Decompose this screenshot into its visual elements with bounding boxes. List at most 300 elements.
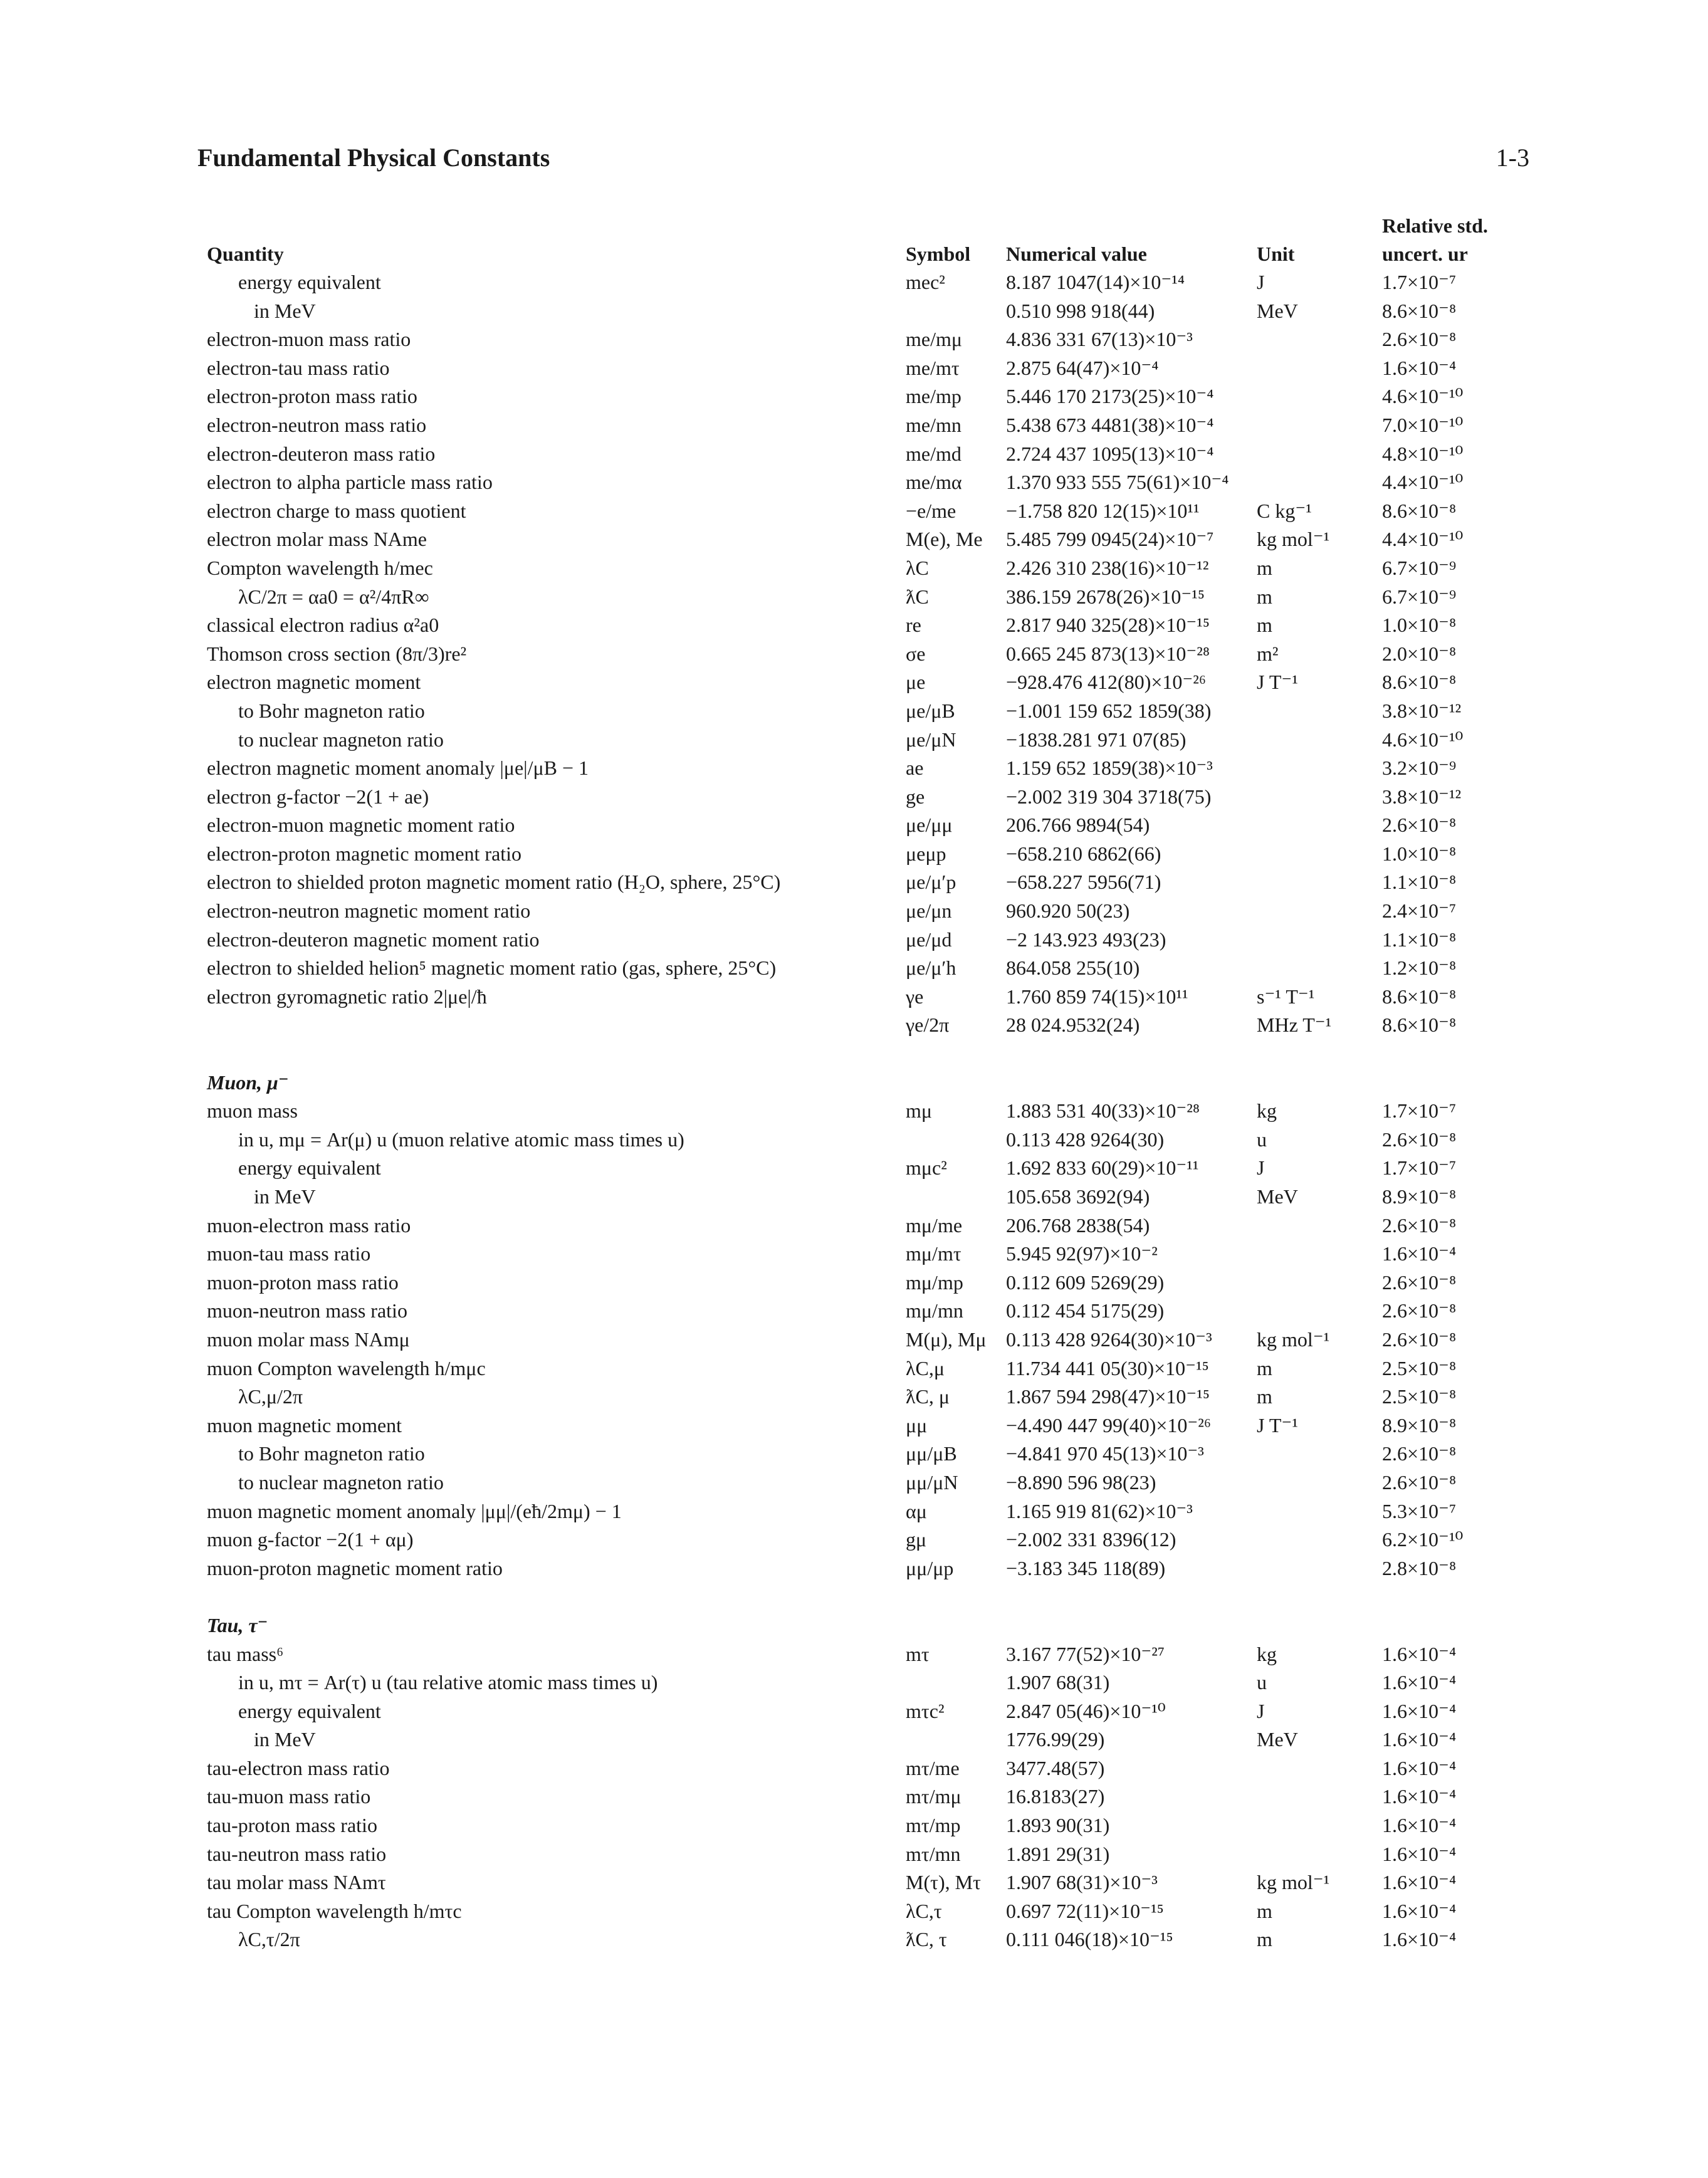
symbol-cell: mμ/me	[906, 1213, 963, 1237]
uncert-cell: 4.6×10⁻¹⁰	[1382, 385, 1464, 408]
uncert-cell: 2.6×10⁻⁸	[1382, 1299, 1457, 1322]
uncert-cell: 1.6×10⁻⁴	[1382, 1785, 1457, 1808]
uncert-cell: 1.6×10⁻⁴	[1382, 1756, 1457, 1779]
value-cell: 2.817 940 325(28)×10⁻¹⁵	[1006, 614, 1210, 637]
symbol-cell: μe/μ′p	[906, 871, 956, 894]
uncert-cell: 8.6×10⁻⁸	[1382, 299, 1457, 322]
unit-cell: MeV	[1257, 1728, 1298, 1751]
symbol-cell: ƛC	[906, 585, 929, 608]
value-cell: −1.001 159 652 1859(38)	[1006, 699, 1212, 722]
value-cell: 1.907 68(31)×10⁻³	[1006, 1871, 1158, 1894]
value-cell: 1.370 933 555 75(61)×10⁻⁴	[1006, 471, 1229, 494]
quantity-cell: muon magnetic moment	[207, 1413, 402, 1437]
value-cell: 1776.99(29)	[1006, 1728, 1105, 1751]
uncert-cell: 2.6×10⁻⁸	[1382, 1442, 1457, 1465]
quantity-cell: muon-neutron mass ratio	[207, 1299, 407, 1322]
quantity-cell: tau-proton mass ratio	[207, 1814, 377, 1837]
uncert-cell: 8.9×10⁻⁸	[1382, 1185, 1457, 1208]
value-cell: 16.8183(27)	[1006, 1785, 1105, 1808]
unit-cell: m	[1257, 1928, 1272, 1951]
table-row	[0, 1040, 1708, 1069]
value-cell: −1.758 820 12(15)×10¹¹	[1006, 499, 1200, 522]
symbol-cell: me/mp	[906, 385, 961, 408]
value-cell: 0.112 609 5269(29)	[1006, 1270, 1165, 1294]
table-row	[0, 1783, 1708, 1811]
quantity-cell: λC,τ/2π	[238, 1928, 300, 1951]
quantity-cell: in u, mμ = Ar(μ) u (muon relative atomic mass times u)	[238, 1128, 684, 1151]
value-cell: 1.165 919 81(62)×10⁻³	[1006, 1499, 1193, 1522]
unit-cell: J	[1257, 1699, 1265, 1722]
symbol-cell: M(τ), Mτ	[906, 1871, 981, 1894]
quantity-cell: electron-muon mass ratio	[207, 328, 411, 351]
value-cell: 5.485 799 0945(24)×10⁻⁷	[1006, 528, 1214, 551]
unit-cell: J T⁻¹	[1257, 671, 1298, 694]
table-row	[0, 1754, 1708, 1783]
value-cell: 960.920 50(23)	[1006, 899, 1130, 923]
table-row	[0, 468, 1708, 497]
unit-cell: MeV	[1257, 1185, 1298, 1208]
quantity-cell: electron magnetic moment anomaly |μe|/μB − 1	[207, 757, 589, 780]
quantity-cell: in u, mτ = Ar(τ) u (tau relative atomic mass times u)	[238, 1671, 658, 1694]
symbol-cell: γe	[906, 985, 924, 1008]
quantity-cell: electron to shielded helion⁵ magnetic moment ratio (gas, sphere, 25°C)	[207, 956, 777, 980]
uncert-cell: 3.8×10⁻¹²	[1382, 699, 1462, 722]
table-row	[0, 1326, 1708, 1354]
uncert-cell: 2.6×10⁻⁸	[1382, 1327, 1457, 1351]
table-row	[0, 811, 1708, 840]
table-row	[0, 1269, 1708, 1297]
uncert-cell: 8.6×10⁻⁸	[1382, 1013, 1457, 1037]
header-quantity: Quantity	[207, 243, 284, 265]
unit-cell: m	[1257, 1899, 1272, 1922]
table-row	[0, 1297, 1708, 1326]
table-row	[0, 640, 1708, 669]
quantity-cell: muon Compton wavelength h/mμc	[207, 1356, 486, 1380]
quantity-cell: λC/2π = αa0 = α²/4πR∞	[238, 585, 429, 608]
table-row	[0, 1154, 1708, 1183]
quantity-cell: in MeV	[254, 299, 316, 322]
table-row	[0, 611, 1708, 640]
symbol-cell: mμ/mp	[906, 1270, 963, 1294]
unit-cell: m	[1257, 1385, 1272, 1408]
symbol-cell: gμ	[906, 1528, 927, 1551]
uncert-cell: 2.6×10⁻⁸	[1382, 328, 1457, 351]
quantity-cell: tau molar mass NAmτ	[207, 1871, 386, 1894]
table-row	[0, 1411, 1708, 1440]
quantity-cell: Tau, τ⁻	[207, 1613, 268, 1636]
symbol-cell: ƛC, τ	[906, 1928, 947, 1951]
uncert-cell: 1.1×10⁻⁸	[1382, 871, 1457, 894]
value-cell: 864.058 255(10)	[1006, 956, 1140, 980]
symbol-cell: μe/μμ	[906, 814, 953, 837]
table-row	[0, 297, 1708, 326]
symbol-cell: me/mn	[906, 413, 961, 436]
quantity-cell: electron molar mass NAme	[207, 528, 427, 551]
symbol-cell: −e/me	[906, 499, 956, 522]
symbol-cell: re	[906, 614, 921, 637]
unit-cell: m	[1257, 556, 1272, 579]
uncert-cell: 1.6×10⁻⁴	[1382, 1671, 1457, 1694]
value-cell: 1.760 859 74(15)×10¹¹	[1006, 985, 1188, 1008]
quantity-cell: electron-proton magnetic moment ratio	[207, 842, 522, 865]
symbol-cell: μe/μn	[906, 899, 952, 923]
uncert-cell: 2.6×10⁻⁸	[1382, 1470, 1457, 1494]
uncert-cell: 1.6×10⁻⁴	[1382, 1699, 1457, 1722]
symbol-cell: σe	[906, 642, 926, 665]
uncert-cell: 2.0×10⁻⁸	[1382, 642, 1457, 665]
table-row	[0, 1497, 1708, 1526]
symbol-cell: mτ/me	[906, 1756, 960, 1779]
value-cell: 0.111 046(18)×10⁻¹⁵	[1006, 1928, 1173, 1951]
value-cell: −3.183 345 118(89)	[1006, 1556, 1166, 1579]
unit-cell: MHz T⁻¹	[1257, 1013, 1332, 1037]
value-cell: −4.490 447 99(40)×10⁻²⁶	[1006, 1413, 1212, 1437]
symbol-cell: mμ/mn	[906, 1299, 963, 1322]
quantity-cell: Compton wavelength h/mec	[207, 556, 433, 579]
table-row	[0, 1212, 1708, 1240]
quantity-cell: muon-electron mass ratio	[207, 1213, 411, 1237]
header-uncert-line1: Relative std.	[1382, 214, 1488, 237]
uncert-cell: 2.6×10⁻⁸	[1382, 1128, 1457, 1151]
table-row	[0, 954, 1708, 983]
uncert-cell: 4.8×10⁻¹⁰	[1382, 442, 1464, 465]
quantity-cell: energy equivalent	[238, 1699, 381, 1722]
table-row	[0, 1868, 1708, 1897]
value-cell: 8.187 1047(14)×10⁻¹⁴	[1006, 271, 1185, 293]
uncert-cell: 2.4×10⁻⁷	[1382, 899, 1457, 923]
uncert-cell: 4.4×10⁻¹⁰	[1382, 528, 1464, 551]
quantity-cell: tau-neutron mass ratio	[207, 1842, 387, 1865]
value-cell: 0.510 998 918(44)	[1006, 299, 1155, 322]
symbol-cell: ƛC, μ	[906, 1385, 950, 1408]
symbol-cell: μe/μd	[906, 928, 952, 951]
symbol-cell: mτ	[906, 1642, 930, 1665]
symbol-cell: mτc²	[906, 1699, 945, 1722]
table-row	[0, 1897, 1708, 1926]
symbol-cell: ge	[906, 785, 925, 808]
table-row	[0, 926, 1708, 955]
quantity-cell: in MeV	[254, 1728, 316, 1751]
table-row	[0, 1183, 1708, 1212]
value-cell: −2.002 319 304 3718(75)	[1006, 785, 1212, 808]
uncert-cell: 1.6×10⁻⁴	[1382, 1728, 1457, 1751]
quantity-cell: electron-neutron mass ratio	[207, 413, 427, 436]
unit-cell: C kg⁻¹	[1257, 499, 1312, 522]
quantity-cell: energy equivalent	[238, 271, 381, 293]
value-cell: 2.875 64(47)×10⁻⁴	[1006, 356, 1159, 379]
unit-cell: m	[1257, 614, 1272, 637]
value-cell: −658.210 6862(66)	[1006, 842, 1161, 865]
uncert-cell: 8.6×10⁻⁸	[1382, 671, 1457, 694]
table-row	[0, 1126, 1708, 1154]
table-row	[0, 583, 1708, 612]
uncert-cell: 2.6×10⁻⁸	[1382, 1270, 1457, 1294]
table-row	[0, 897, 1708, 926]
value-cell: 3477.48(57)	[1006, 1756, 1105, 1779]
symbol-cell: μe/μB	[906, 699, 955, 722]
uncert-cell: 2.5×10⁻⁸	[1382, 1356, 1457, 1380]
table-row	[0, 554, 1708, 583]
value-cell: 1.159 652 1859(38)×10⁻³	[1006, 757, 1213, 780]
quantity-cell: muon-tau mass ratio	[207, 1242, 371, 1265]
symbol-cell: γe/2π	[906, 1013, 950, 1037]
quantity-cell: muon mass	[207, 1099, 298, 1123]
quantity-cell: Muon, μ⁻	[207, 1071, 289, 1094]
quantity-cell: electron gyromagnetic ratio 2|μe|/ħ	[207, 985, 487, 1008]
table-row	[0, 1440, 1708, 1469]
quantity-cell: tau Compton wavelength h/mτc	[207, 1899, 462, 1922]
section-heading	[0, 1069, 1708, 1097]
quantity-cell: electron to shielded proton magnetic moment ratio (H₂O, sphere, 25°C)	[207, 871, 781, 894]
value-cell: −928.476 412(80)×10⁻²⁶	[1006, 671, 1207, 694]
symbol-cell: mμ	[906, 1099, 933, 1123]
value-cell: 0.665 245 873(13)×10⁻²⁸	[1006, 642, 1210, 665]
unit-cell: m²	[1257, 642, 1279, 665]
table-row	[0, 411, 1708, 440]
uncert-cell: 2.6×10⁻⁸	[1382, 1213, 1457, 1237]
header-symbol: Symbol	[906, 243, 971, 265]
uncert-cell: 1.7×10⁻⁷	[1382, 1156, 1457, 1180]
table-row	[0, 1011, 1708, 1040]
uncert-cell: 1.6×10⁻⁴	[1382, 1642, 1457, 1665]
running-title: Fundamental Physical Constants	[197, 144, 550, 172]
table-row	[0, 668, 1708, 697]
value-cell: 11.734 441 05(30)×10⁻¹⁵	[1006, 1356, 1209, 1380]
value-cell: 206.768 2838(54)	[1006, 1213, 1150, 1237]
symbol-cell: μμ/μN	[906, 1470, 958, 1494]
symbol-cell: μe/μ′h	[906, 956, 956, 980]
table-row	[0, 726, 1708, 755]
table-row	[0, 1469, 1708, 1497]
symbol-cell: me/mμ	[906, 328, 963, 351]
value-cell: 1.692 833 60(29)×10⁻¹¹	[1006, 1156, 1199, 1180]
symbol-cell: mec²	[906, 271, 945, 293]
symbol-cell: M(e), Me	[906, 528, 983, 551]
symbol-cell: mμ/mτ	[906, 1242, 961, 1265]
uncert-cell: 1.6×10⁻⁴	[1382, 1871, 1457, 1894]
section-heading	[0, 1611, 1708, 1640]
quantity-cell: to Bohr magneton ratio	[238, 699, 425, 722]
quantity-cell: to nuclear magneton ratio	[238, 728, 444, 751]
value-cell: 1.891 29(31)	[1006, 1842, 1110, 1865]
table-row	[0, 1240, 1708, 1269]
table-row	[0, 1526, 1708, 1554]
uncert-cell: 1.0×10⁻⁸	[1382, 614, 1457, 637]
value-cell: 2.724 437 1095(13)×10⁻⁴	[1006, 442, 1214, 465]
table-row	[0, 354, 1708, 383]
quantity-cell: electron-deuteron mass ratio	[207, 442, 436, 465]
constants-table	[0, 268, 1708, 1954]
uncert-cell: 1.6×10⁻⁴	[1382, 1928, 1457, 1951]
quantity-cell: tau mass⁶	[207, 1642, 284, 1665]
uncert-cell: 1.7×10⁻⁷	[1382, 271, 1457, 293]
table-row	[0, 868, 1708, 897]
value-cell: 5.945 92(97)×10⁻²	[1006, 1242, 1158, 1265]
uncert-cell: 7.0×10⁻¹⁰	[1382, 413, 1464, 436]
uncert-cell: 2.5×10⁻⁸	[1382, 1385, 1457, 1408]
symbol-cell: mτ/mμ	[906, 1785, 961, 1808]
quantity-cell: muon-proton mass ratio	[207, 1270, 399, 1294]
unit-cell: kg mol⁻¹	[1257, 1871, 1330, 1894]
table-row	[0, 268, 1708, 297]
uncert-cell: 1.6×10⁻⁴	[1382, 1814, 1457, 1837]
quantity-cell: classical electron radius α²a0	[207, 614, 439, 637]
table-row	[0, 1811, 1708, 1840]
table-row	[0, 440, 1708, 469]
table-row	[0, 1925, 1708, 1954]
symbol-cell: mτ/mn	[906, 1842, 961, 1865]
value-cell: 1.907 68(31)	[1006, 1671, 1110, 1694]
uncert-cell: 8.9×10⁻⁸	[1382, 1413, 1457, 1437]
symbol-cell: mτ/mp	[906, 1814, 961, 1837]
quantity-cell: electron-neutron magnetic moment ratio	[207, 899, 531, 923]
uncert-cell: 1.6×10⁻⁴	[1382, 1242, 1457, 1265]
table-row	[0, 840, 1708, 869]
quantity-cell: Thomson cross section (8π/3)re²	[207, 642, 467, 665]
value-cell: −4.841 970 45(13)×10⁻³	[1006, 1442, 1204, 1465]
unit-cell: s⁻¹ T⁻¹	[1257, 985, 1315, 1008]
symbol-cell: λC,μ	[906, 1356, 945, 1380]
unit-cell: m	[1257, 585, 1272, 608]
value-cell: 386.159 2678(26)×10⁻¹⁵	[1006, 585, 1205, 608]
table-row	[0, 1383, 1708, 1411]
symbol-cell: μμ/μp	[906, 1556, 954, 1579]
quantity-cell: electron g-factor −2(1 + ae)	[207, 785, 429, 808]
quantity-cell: electron-muon magnetic moment ratio	[207, 814, 515, 837]
value-cell: −658.227 5956(71)	[1006, 871, 1161, 894]
uncert-cell: 1.6×10⁻⁴	[1382, 1899, 1457, 1922]
value-cell: 4.836 331 67(13)×10⁻³	[1006, 328, 1193, 351]
quantity-cell: electron to alpha particle mass ratio	[207, 471, 493, 494]
symbol-cell: μe	[906, 671, 926, 694]
table-row	[0, 1583, 1708, 1611]
symbol-cell: me/mα	[906, 471, 962, 494]
uncert-cell: 1.6×10⁻⁴	[1382, 356, 1457, 379]
symbol-cell: λC	[906, 556, 929, 579]
uncert-cell: 1.2×10⁻⁸	[1382, 956, 1457, 980]
table-row	[0, 1668, 1708, 1697]
uncert-cell: 6.2×10⁻¹⁰	[1382, 1528, 1464, 1551]
uncert-cell: 2.8×10⁻⁸	[1382, 1556, 1457, 1579]
table-row	[0, 1697, 1708, 1726]
quantity-cell: electron-tau mass ratio	[207, 356, 390, 379]
unit-cell: u	[1257, 1128, 1267, 1151]
uncert-cell: 2.6×10⁻⁸	[1382, 814, 1457, 837]
quantity-cell: electron-proton mass ratio	[207, 385, 417, 408]
uncert-cell: 8.6×10⁻⁸	[1382, 499, 1457, 522]
quantity-cell: λC,μ/2π	[238, 1385, 303, 1408]
value-cell: 1.867 594 298(47)×10⁻¹⁵	[1006, 1385, 1210, 1408]
uncert-cell: 1.6×10⁻⁴	[1382, 1842, 1457, 1865]
table-row	[0, 983, 1708, 1012]
value-cell: 5.438 673 4481(38)×10⁻⁴	[1006, 413, 1214, 436]
uncert-cell: 3.8×10⁻¹²	[1382, 785, 1462, 808]
symbol-cell: μμ	[906, 1413, 928, 1437]
quantity-cell: in MeV	[254, 1185, 316, 1208]
quantity-cell: muon magnetic moment anomaly |μμ|/(eħ/2mμ) − 1	[207, 1499, 622, 1522]
uncert-cell: 6.7×10⁻⁹	[1382, 585, 1457, 608]
symbol-cell: μeμp	[906, 842, 946, 865]
quantity-cell: muon g-factor −2(1 + αμ)	[207, 1528, 414, 1551]
uncert-cell: 4.6×10⁻¹⁰	[1382, 728, 1464, 751]
unit-cell: J	[1257, 1156, 1265, 1180]
value-cell: −8.890 596 98(23)	[1006, 1470, 1156, 1494]
quantity-cell: muon molar mass NAmμ	[207, 1327, 410, 1351]
value-cell: 2.426 310 238(16)×10⁻¹²	[1006, 556, 1209, 579]
page-number: 1-3	[1496, 144, 1529, 172]
value-cell: −2 143.923 493(23)	[1006, 928, 1166, 951]
unit-cell: J	[1257, 271, 1265, 293]
uncert-cell: 3.2×10⁻⁹	[1382, 757, 1457, 780]
value-cell: 206.766 9894(54)	[1006, 814, 1150, 837]
value-cell: 5.446 170 2173(25)×10⁻⁴	[1006, 385, 1214, 408]
header-uncert-line2: uncert. ur	[1382, 243, 1468, 265]
quantity-cell: tau-electron mass ratio	[207, 1756, 390, 1779]
unit-cell: J T⁻¹	[1257, 1413, 1298, 1437]
uncert-cell: 1.1×10⁻⁸	[1382, 928, 1457, 951]
quantity-cell: electron-deuteron magnetic moment ratio	[207, 928, 540, 951]
symbol-cell: μμ/μB	[906, 1442, 957, 1465]
unit-cell: kg mol⁻¹	[1257, 1327, 1330, 1351]
unit-cell: kg	[1257, 1099, 1277, 1123]
quantity-cell: muon-proton magnetic moment ratio	[207, 1556, 503, 1579]
symbol-cell: μe/μN	[906, 728, 956, 751]
table-row	[0, 783, 1708, 812]
uncert-cell: 5.3×10⁻⁷	[1382, 1499, 1457, 1522]
value-cell: 1.883 531 40(33)×10⁻²⁸	[1006, 1099, 1200, 1123]
value-cell: 0.113 428 9264(30)	[1006, 1128, 1165, 1151]
unit-cell: kg	[1257, 1642, 1277, 1665]
quantity-cell: to nuclear magneton ratio	[238, 1470, 444, 1494]
uncert-cell: 6.7×10⁻⁹	[1382, 556, 1457, 579]
value-cell: 0.697 72(11)×10⁻¹⁵	[1006, 1899, 1164, 1922]
value-cell: 2.847 05(46)×10⁻¹⁰	[1006, 1699, 1166, 1722]
symbol-cell: mμc²	[906, 1156, 947, 1180]
value-cell: 28 024.9532(24)	[1006, 1013, 1140, 1037]
value-cell: −2.002 331 8396(12)	[1006, 1528, 1176, 1551]
value-cell: 0.112 454 5175(29)	[1006, 1299, 1165, 1322]
value-cell: 1.893 90(31)	[1006, 1814, 1110, 1837]
uncert-cell: 8.6×10⁻⁸	[1382, 985, 1457, 1008]
symbol-cell: ae	[906, 757, 924, 780]
uncert-cell: 1.0×10⁻⁸	[1382, 842, 1457, 865]
uncert-cell: 1.7×10⁻⁷	[1382, 1099, 1457, 1123]
header-unit: Unit	[1257, 243, 1295, 265]
table-row	[0, 1354, 1708, 1383]
value-cell: 105.658 3692(94)	[1006, 1185, 1150, 1208]
table-row	[0, 1840, 1708, 1869]
symbol-cell: me/mτ	[906, 356, 960, 379]
table-row	[0, 754, 1708, 783]
value-cell: 3.167 77(52)×10⁻²⁷	[1006, 1642, 1165, 1665]
table-row	[0, 325, 1708, 354]
unit-cell: u	[1257, 1671, 1267, 1694]
table-row	[0, 1725, 1708, 1754]
quantity-cell: to Bohr magneton ratio	[238, 1442, 425, 1465]
quantity-cell: tau-muon mass ratio	[207, 1785, 371, 1808]
value-cell: −1838.281 971 07(85)	[1006, 728, 1187, 751]
table-row	[0, 497, 1708, 526]
unit-cell: MeV	[1257, 299, 1298, 322]
symbol-cell: λC,τ	[906, 1899, 942, 1922]
table-row	[0, 1097, 1708, 1126]
uncert-cell: 4.4×10⁻¹⁰	[1382, 471, 1464, 494]
quantity-cell: electron magnetic moment	[207, 671, 421, 694]
quantity-cell: electron charge to mass quotient	[207, 499, 466, 522]
table-row	[0, 1640, 1708, 1669]
value-cell: 0.113 428 9264(30)×10⁻³	[1006, 1327, 1212, 1351]
unit-cell: m	[1257, 1356, 1272, 1380]
